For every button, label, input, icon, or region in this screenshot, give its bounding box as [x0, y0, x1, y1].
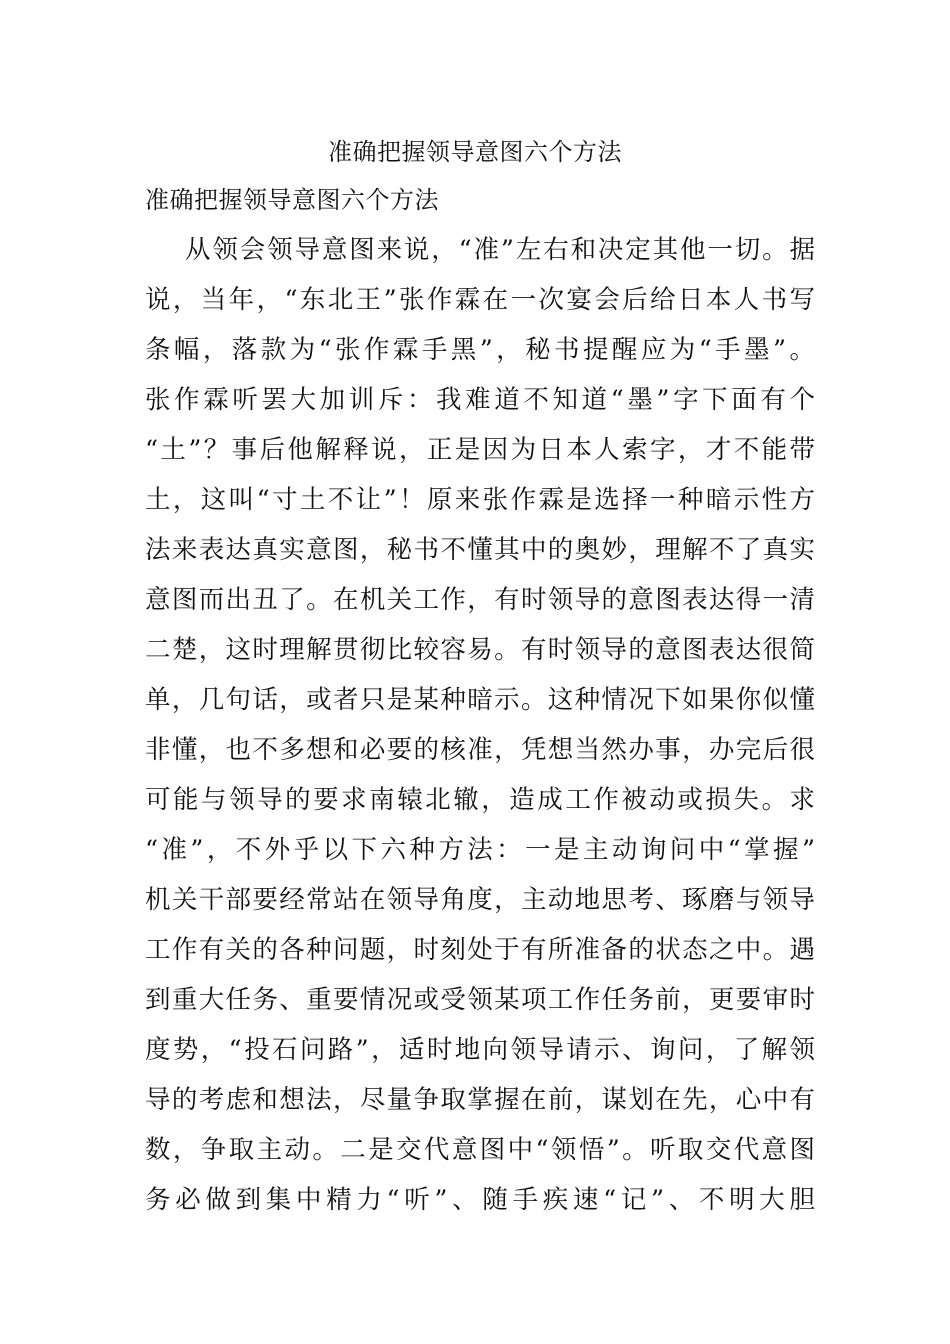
- paragraph-line: 土，这叫“寸土不让”！原来张作霖是选择一种暗示性方: [145, 485, 815, 515]
- paragraph-line: 度势，“投石问路”，适时地向领导请示、询问，了解领: [145, 1035, 815, 1065]
- paragraph-line: “土”？事后他解释说，正是因为日本人索字，才不能带: [145, 435, 815, 465]
- paragraph-line: “准”，不外乎以下六种方法：一是主动询问中“掌握”: [145, 835, 815, 865]
- paragraph-line: 说，当年，“东北王”张作霖在一次宴会后给日本人书写: [145, 285, 815, 315]
- paragraph-line: 二楚，这时理解贯彻比较容易。有时领导的意图表达很简: [145, 635, 815, 665]
- paragraph-line: 非懂，也不多想和必要的核准，凭想当然办事，办完后很: [145, 735, 815, 765]
- document-subtitle: 准确把握领导意图六个方法: [145, 186, 439, 214]
- paragraph-line: 务必做到集中精力“听”、随手疾速“记”、不明大胆: [145, 1185, 815, 1215]
- paragraph-line: 意图而出丑了。在机关工作，有时领导的意图表达得一清: [145, 585, 815, 615]
- document-title: 准确把握领导意图六个方法: [328, 138, 622, 166]
- paragraph-line: 张作霖听罢大加训斥：我难道不知道“墨”字下面有个: [145, 385, 815, 415]
- paragraph-line: 工作有关的各种问题，时刻处于有所准备的状态之中。遇: [145, 935, 815, 965]
- paragraph-line: 法来表达真实意图，秘书不懂其中的奥妙，理解不了真实: [145, 535, 815, 565]
- paragraph-line: 机关干部要经常站在领导角度，主动地思考、琢磨与领导: [145, 885, 815, 915]
- paragraph-line: 数，争取主动。二是交代意图中“领悟”。听取交代意图: [145, 1135, 815, 1165]
- paragraph-line: 条幅，落款为“张作霖手黑”，秘书提醒应为“手墨”。: [145, 335, 815, 365]
- paragraph-line: 可能与领导的要求南辕北辙，造成工作被动或损失。求: [145, 785, 815, 815]
- paragraph-line: 导的考虑和想法，尽量争取掌握在前，谋划在先，心中有: [145, 1085, 815, 1115]
- paragraph-line: 到重大任务、重要情况或受领某项工作任务前，更要审时: [145, 985, 815, 1015]
- paragraph-line: 单，几句话，或者只是某种暗示。这种情况下如果你似懂: [145, 685, 815, 715]
- paragraph-line: 从领会领导意图来说，“准”左右和决定其他一切。据: [185, 235, 815, 265]
